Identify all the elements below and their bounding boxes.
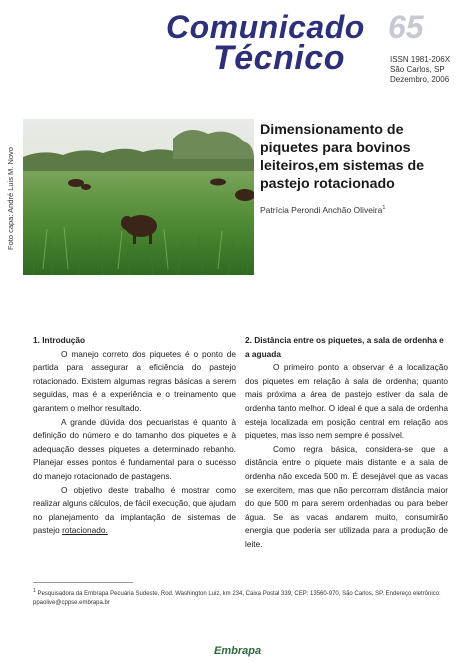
document-title: Dimensionamento de piquetes para bovinos leiteiros,em sistemas de pastejo rotacionado [260,122,425,192]
place-text: São Carlos, SP [390,65,445,74]
section-1-heading: 1. Introdução [33,335,86,345]
footnote-marker: 1 [33,588,36,594]
author-name: Patrícia Perondi Anchão Oliveira [260,205,383,215]
footnote-divider [33,582,133,583]
right-column [245,334,448,552]
pasture-cows-image [23,119,254,275]
photo-credit: Foto capa: André Luis M. Novo [6,147,15,250]
section-2-paragraph-1: O primeiro ponto a observar é a localização dos piquetes em relação à sala de ordenha; quanto mais próxima a área de pastejo estiver da sala de ordenha tanto melhor. O ideal é que a sala de ordenha esteja localizada em posição central em relação aos piquetes, mas isso nem sempre é possível. [245,362,448,441]
footnote [33,587,443,608]
footnote-text: Pesquisadora da Embrapa Pecuária Sudeste, Rod. Washington Luiz, km 234, Caixa Postal 339, CEP: 13560-970, São Carlos, SP. Endereço eletrônico: ppaolive@cppse.embrapa.br [33,591,441,606]
left-column [33,334,236,538]
section-1-paragraph-3 [33,484,236,538]
section-1-paragraph-1: O manejo correto dos piquetes é o ponto de partida para assegurar a eficiência do pastejo rotacionado. Existem algumas regras básicas a serem seguidas, mas é a experiência e o treinamento que garantem o melhor resultado. [33,348,236,413]
masthead-title-line2: Técnico [213,39,345,77]
section-1-paragraph-3-text: O objetivo deste trabalho é mostrar como realizar alguns cálculos, de fácil execução, que ajudam no planejamento da implantação de sistemas de pastejo [33,484,236,536]
section-1-paragraph-2: A grande dúvida dos pecuaristas é quanto à definição do número e do tamanho dos piquetes e à adequação desses piquetes a determinado rebanho. Planejar esses pontos é fundamental para o sucesso do manejo rotacionado de pastagens. [33,416,236,481]
embrapa-logo: Embrapa [214,645,262,657]
section-2-heading: 2. Distância entre os piquetes, a sala de ordenha e a aguada [245,335,444,359]
author-line [260,205,385,215]
section-2-paragraph-2: Como regra básica, considera-se que a distância entre o piquete mais distante e a sala de ordenha não exceda 500 m. É desejável que as vacas se exercitem, mas que não percorram distância maior do que 500 m para serem ordenhadas ou para beber água. Se as vacas andarem muito, consumirão energia que poderia ser utilizada para a produção de leite. [245,443,448,549]
issn-text: ISSN 1981-206X [390,55,451,64]
section-1-paragraph-3-end: rotacionado. [62,525,108,536]
date-text: Dezembro, 2006 [390,75,450,84]
cover-photo [23,119,254,275]
issue-number: 65 [388,9,424,45]
author-footnote-marker: 1 [382,205,386,212]
masthead-title-line1: Comunicado [166,9,365,45]
